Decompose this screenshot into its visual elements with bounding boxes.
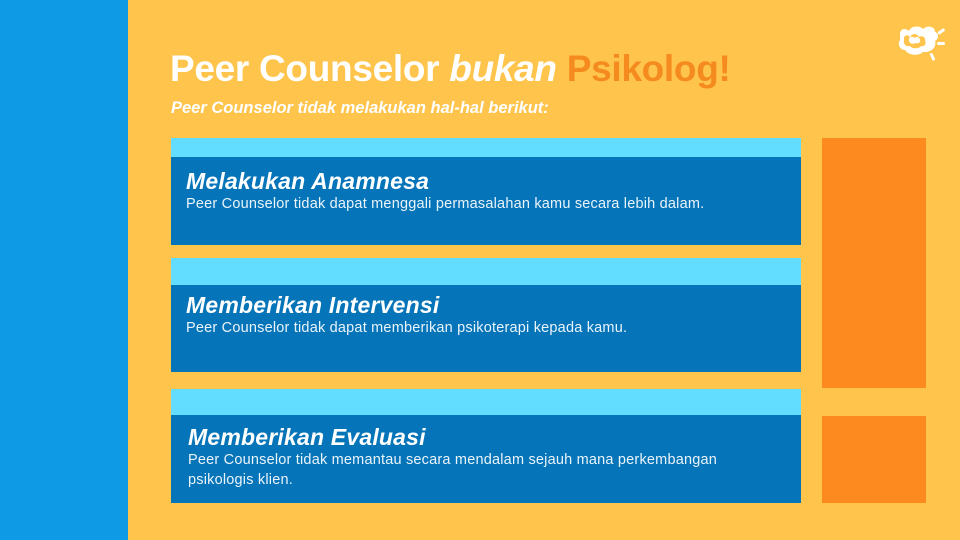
title-emphasis: bukan [449,48,557,89]
card-heading: Memberikan Intervensi [186,292,440,318]
card-text: Peer Counselor tidak dapat menggali permasalahan kamu secara lebih dalam. [186,196,705,212]
card-body [171,415,801,503]
card-heading: Memberikan Evaluasi [188,424,426,450]
card-evaluasi [171,389,801,503]
elephant-logo-icon [893,22,947,66]
orange-block-large [822,138,926,388]
slide-subtitle: Peer Counselor tidak melakukan hal-hal berikut: [171,99,549,117]
card-intervensi [171,258,801,372]
card-top-strip [171,258,801,285]
card-body [171,157,801,245]
card-top-strip [171,138,801,157]
card-text: Peer Counselor tidak dapat memberikan psikoterapi kepada kamu. [186,320,628,336]
left-accent-bar [0,0,128,540]
orange-block-small [822,416,926,503]
card-text: Peer Counselor tidak memantau secara mendalam sejauh mana perkembangan psikologis klien. [188,452,718,488]
title-accent: Psikolog! [566,48,731,89]
card-anamnesa [171,138,801,245]
card-body [171,285,801,372]
card-heading: Melakukan Anamnesa [186,168,430,194]
slide-title [170,48,731,90]
title-part-1: Peer Counselor [170,48,450,89]
card-top-strip [171,389,801,415]
